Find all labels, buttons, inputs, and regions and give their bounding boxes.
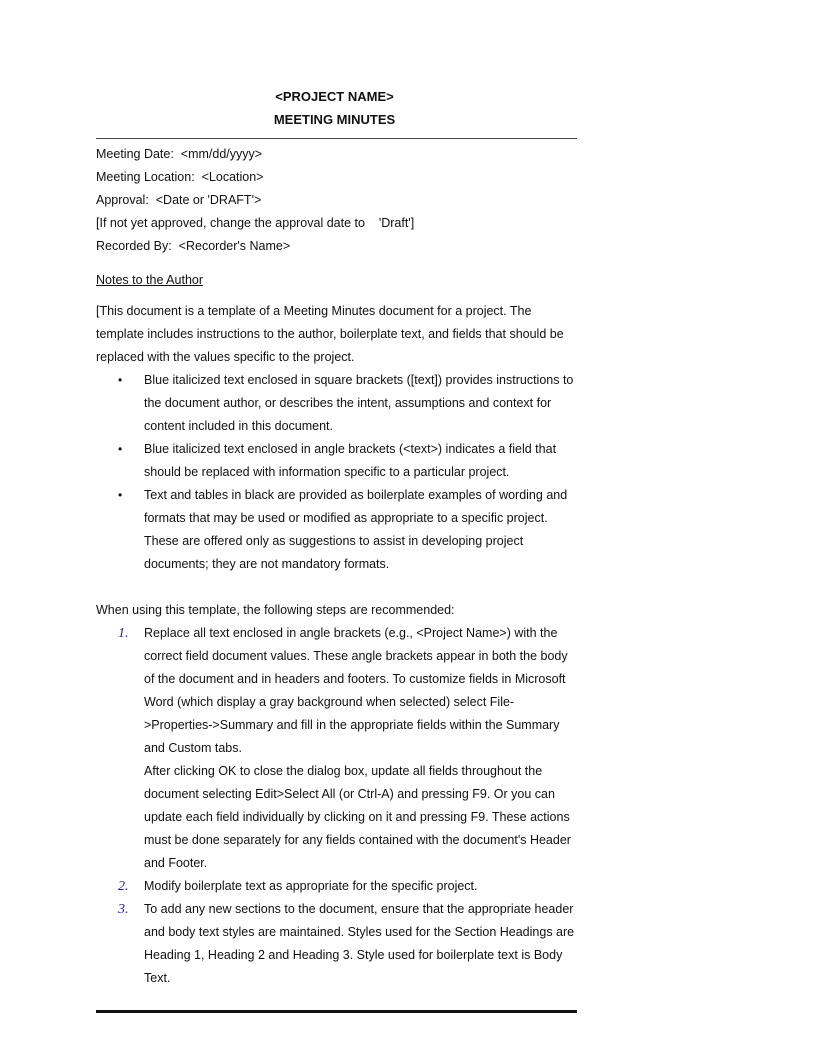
steps-intro: When using this template, the following steps are recommended: [96,603,455,617]
step-text: Modify boilerplate text as appropriate for the specific project. [144,879,478,893]
bullet-text: Blue italicized text enclosed in angle brackets (<text>) indicates a field that should be replaced with information specific to a particular project. [144,442,557,479]
meeting-metadata [96,143,577,258]
project-name: <PROJECT NAME> [275,89,394,104]
list-item [96,898,577,990]
title-block [96,85,577,131]
step-text-continued: After clicking OK to close the dialog box, update all fields throughout the document selecting Edit>Select All (or Ctrl-A) and pressing F9. Or you can update each field individually by clicking on it and pressing F9. These actions must be done separately for any fields contained with the document's Header and Footer. [144,764,571,870]
document-page [96,85,577,990]
document-title: MEETING MINUTES [273,112,396,127]
approval: Approval: <Date or 'DRAFT'> [96,193,262,207]
step-number: 3. [118,902,129,917]
list-item [96,622,577,875]
recorded-by: Recorded By: <Recorder's Name> [96,239,291,253]
bullet-icon: • [118,488,123,502]
step-number: 2. [118,879,129,894]
footer-divider [96,1010,577,1013]
step-number: 1. [118,626,129,641]
bullet-icon: • [118,442,123,456]
approval-note: [If not yet approved, change the approval date to 'Draft'] [96,216,415,230]
list-item [96,484,577,576]
list-item [96,438,577,484]
meeting-date: Meeting Date: <mm/dd/yyyy> [96,147,263,161]
list-item [96,875,577,898]
notes-intro: [This document is a template of a Meeting Minutes document for a project. The template includes instructions to the author, boilerplate text, and fields that should be replaced with the values specific to the project. [96,304,564,364]
steps-list [96,622,577,990]
notes-bullet-list [96,369,577,576]
meeting-location: Meeting Location: <Location> [96,170,264,184]
header-divider [96,138,577,139]
bullet-icon: • [118,373,123,387]
bullet-text: Blue italicized text enclosed in square brackets ([text]) provides instructions to the document author, or describes the intent, assumptions and context for content included in this document. [144,373,574,433]
notes-heading: Notes to the Author [96,273,204,287]
step-text: Replace all text enclosed in angle brackets (e.g., <Project Name>) with the correct field document values. These angle brackets appear in both the body of the document and in headers and footers. To customize fields in Microsoft Word (which display a gray background when selected) select File->Properties->Summary and fill in the appropriate fields within the Summary and Custom tabs. [144,626,568,755]
list-item [96,369,577,438]
step-text: To add any new sections to the document, ensure that the appropriate header and body text styles are maintained. Styles used for the Section Headings are Heading 1, Heading 2 and Heading 3. Style used for boilerplate text is Body Text. [144,902,575,985]
bullet-text: Text and tables in black are provided as boilerplate examples of wording and formats that may be used or modified as appropriate to a specific project. These are offered only as suggestions to assist in developing project documents; they are not mandatory formats. [144,488,568,571]
